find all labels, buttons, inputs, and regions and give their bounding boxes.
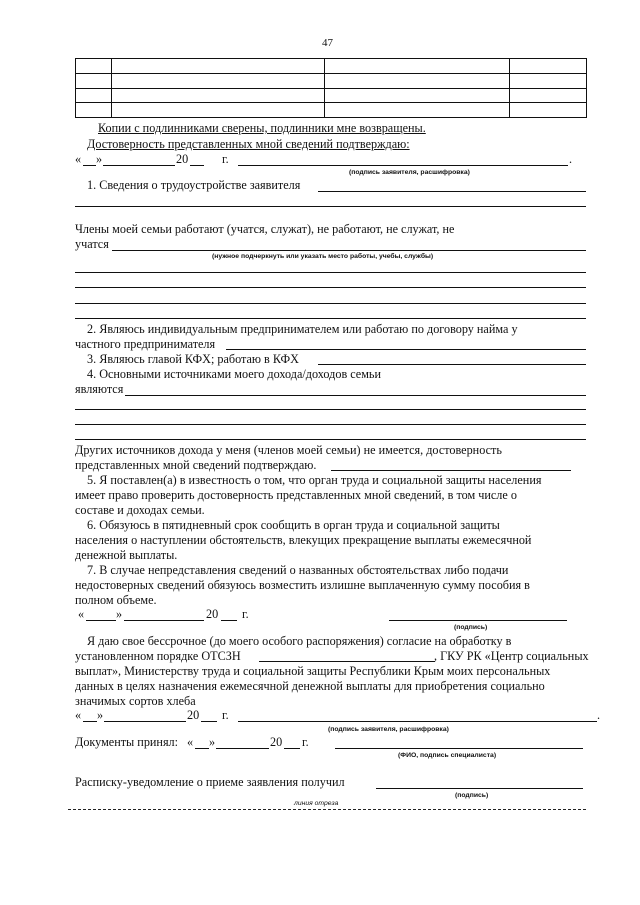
family-field-5[interactable] bbox=[75, 318, 586, 319]
item2-line1: 2. Являюсь индивидуальным предпринимателем или работаю по договору найма у bbox=[87, 322, 518, 336]
year-field[interactable] bbox=[221, 620, 237, 621]
applicant-signature-field[interactable] bbox=[238, 721, 597, 722]
family-field-3[interactable] bbox=[75, 287, 586, 288]
page-number: 47 bbox=[322, 37, 333, 49]
entrepreneur-field[interactable] bbox=[226, 349, 586, 350]
year-field[interactable] bbox=[284, 748, 300, 749]
income-source-field-3[interactable] bbox=[75, 424, 586, 425]
otszn-field[interactable] bbox=[259, 661, 435, 662]
date-open-quote: « bbox=[78, 607, 85, 621]
applicant-signature-field[interactable] bbox=[238, 165, 568, 166]
income-source-field-4[interactable] bbox=[75, 439, 586, 440]
table-row bbox=[76, 88, 587, 103]
hint-underline: (нужное подчеркнуть или указать место работы, учебы, службы) bbox=[212, 253, 434, 260]
family-field-1[interactable] bbox=[112, 250, 586, 251]
date-open-quote: « bbox=[75, 708, 82, 722]
cut-line-label: линия отреза bbox=[294, 800, 339, 807]
table-row bbox=[76, 103, 587, 118]
table-cell bbox=[510, 103, 587, 118]
other-income-line1: Других источников дохода у меня (членов моей семьи) не имеется, достоверность bbox=[75, 443, 502, 457]
table-cell bbox=[111, 73, 324, 88]
date-close-quote: » bbox=[96, 152, 103, 166]
day-field[interactable] bbox=[83, 165, 96, 166]
signature-field[interactable] bbox=[389, 620, 567, 621]
year-suffix: г. bbox=[242, 607, 249, 621]
receipt-notice: Расписку-уведомление о приеме заявления получил bbox=[75, 775, 345, 789]
item4-line1: 4. Основными источниками моего дохода/доходов семьи bbox=[87, 367, 382, 381]
table-cell bbox=[76, 59, 112, 74]
year-prefix: 20 bbox=[206, 607, 219, 621]
item5-line2: имеет право проверить достоверность представленных мной сведений, в том числе о bbox=[75, 488, 517, 502]
table-cell bbox=[111, 88, 324, 103]
day-field[interactable] bbox=[86, 620, 116, 621]
table-cell bbox=[324, 103, 510, 118]
other-income-line2: представленных мной сведений подтверждаю. bbox=[75, 458, 317, 472]
item1-employment: 1. Сведения о трудоустройстве заявителя bbox=[87, 178, 301, 192]
year-field[interactable] bbox=[201, 721, 217, 722]
item5-line1: 5. Я поставлен(а) в известность о том, что орган труда и социальной защиты населения bbox=[87, 473, 542, 487]
month-field[interactable] bbox=[124, 620, 204, 621]
year-suffix: г. bbox=[302, 735, 309, 749]
table-cell bbox=[324, 59, 510, 74]
table-row bbox=[76, 59, 587, 74]
kfh-field[interactable] bbox=[318, 364, 586, 365]
date-close-quote: » bbox=[209, 735, 216, 749]
consent-line4: данных в целях назначения ежемесячной денежной выплаты для приобретения социально bbox=[75, 679, 545, 693]
hint-signature-applicant: (подпись заявителя, расшифровка) bbox=[328, 726, 449, 733]
family-members-line1: Члены моей семьи работают (учатся, служат), не работают, не служат, не bbox=[75, 222, 455, 236]
month-field[interactable] bbox=[216, 748, 269, 749]
table-row bbox=[76, 73, 587, 88]
table-cell bbox=[510, 59, 587, 74]
hint-signature: (подпись) bbox=[454, 624, 488, 631]
hint-signature-applicant: (подпись заявителя, расшифровка) bbox=[349, 169, 470, 176]
income-table bbox=[75, 58, 587, 118]
specialist-signature-field[interactable] bbox=[335, 748, 583, 749]
month-field[interactable] bbox=[104, 721, 186, 722]
year-prefix: 20 bbox=[187, 708, 200, 722]
item7-line3: полном объеме. bbox=[75, 593, 157, 607]
hint-specialist: (ФИО, подпись специалиста) bbox=[398, 752, 497, 759]
docs-accepted-label: Документы принял: bbox=[75, 735, 179, 749]
income-source-field-1[interactable] bbox=[125, 395, 586, 396]
item6-line3: денежной выплаты. bbox=[75, 548, 178, 562]
date-open-quote: « bbox=[187, 735, 194, 749]
item6-line2: населения о наступлении обстоятельств, влекущих прекращение выплаты ежемесячной bbox=[75, 533, 532, 547]
table-cell bbox=[324, 88, 510, 103]
table-cell bbox=[111, 103, 324, 118]
year-field[interactable] bbox=[190, 165, 204, 166]
date-open-quote: « bbox=[75, 152, 82, 166]
table-cell bbox=[510, 73, 587, 88]
year-suffix: г. bbox=[222, 708, 229, 722]
day-field[interactable] bbox=[83, 721, 97, 722]
month-field[interactable] bbox=[103, 165, 175, 166]
year-prefix: 20 bbox=[176, 152, 189, 166]
day-field[interactable] bbox=[195, 748, 209, 749]
consent-line2a: установленном порядке ОТСЗН bbox=[75, 649, 241, 663]
consent-line3: выплат», Министерству труда и социальной защиты Республики Крым моих персональных bbox=[75, 664, 551, 678]
item6-line1: 6. Обязуюсь в пятидневный срок сообщить в орган труда и социальной защиты bbox=[87, 518, 500, 532]
year-prefix: 20 bbox=[270, 735, 283, 749]
table-cell bbox=[324, 73, 510, 88]
confirm-reliability-text: Достоверность представленных мной сведений подтверждаю: bbox=[87, 137, 410, 151]
hint-signature: (подпись) bbox=[455, 792, 489, 799]
end-dot: . bbox=[597, 708, 601, 722]
date-close-quote: » bbox=[116, 607, 123, 621]
income-source-field-2[interactable] bbox=[75, 409, 586, 410]
family-members-line2: учатся bbox=[75, 237, 109, 251]
table-cell bbox=[510, 88, 587, 103]
cut-line bbox=[68, 809, 586, 810]
item3: 3. Являюсь главой КФХ; работаю в КФХ bbox=[87, 352, 299, 366]
family-field-2[interactable] bbox=[75, 272, 586, 273]
item5-line3: составе и доходах семьи. bbox=[75, 503, 205, 517]
receipt-signature-field[interactable] bbox=[376, 788, 583, 789]
consent-line5: значимых сортов хлеба bbox=[75, 694, 196, 708]
employment-field-2[interactable] bbox=[75, 206, 586, 207]
consent-line2b: , ГКУ РК «Центр социальных bbox=[434, 649, 589, 663]
year-suffix: г. bbox=[222, 152, 229, 166]
table-cell bbox=[76, 88, 112, 103]
item7-line2: недостоверных сведений обязуюсь возместить излишне выплаченную сумму пособия в bbox=[75, 578, 530, 592]
item7-line1: 7. В случае непредставления сведений о названных обстоятельствах либо подачи bbox=[87, 563, 509, 577]
table-cell bbox=[76, 73, 112, 88]
employment-field-1[interactable] bbox=[318, 191, 586, 192]
item4-line2: являются bbox=[75, 382, 124, 396]
other-income-signature-field[interactable] bbox=[331, 470, 571, 471]
consent-line1: Я даю свое бессрочное (до моего особого распоряжения) согласие на обработку в bbox=[87, 634, 512, 648]
end-dot: . bbox=[569, 152, 573, 166]
table-cell bbox=[76, 103, 112, 118]
table-cell bbox=[111, 59, 324, 74]
date-close-quote: » bbox=[97, 708, 104, 722]
family-field-4[interactable] bbox=[75, 303, 586, 304]
copies-verified-text: Копии с подлинниками сверены, подлинники мне возвращены. bbox=[98, 121, 426, 135]
item2-line2: частного предпринимателя bbox=[75, 337, 216, 351]
